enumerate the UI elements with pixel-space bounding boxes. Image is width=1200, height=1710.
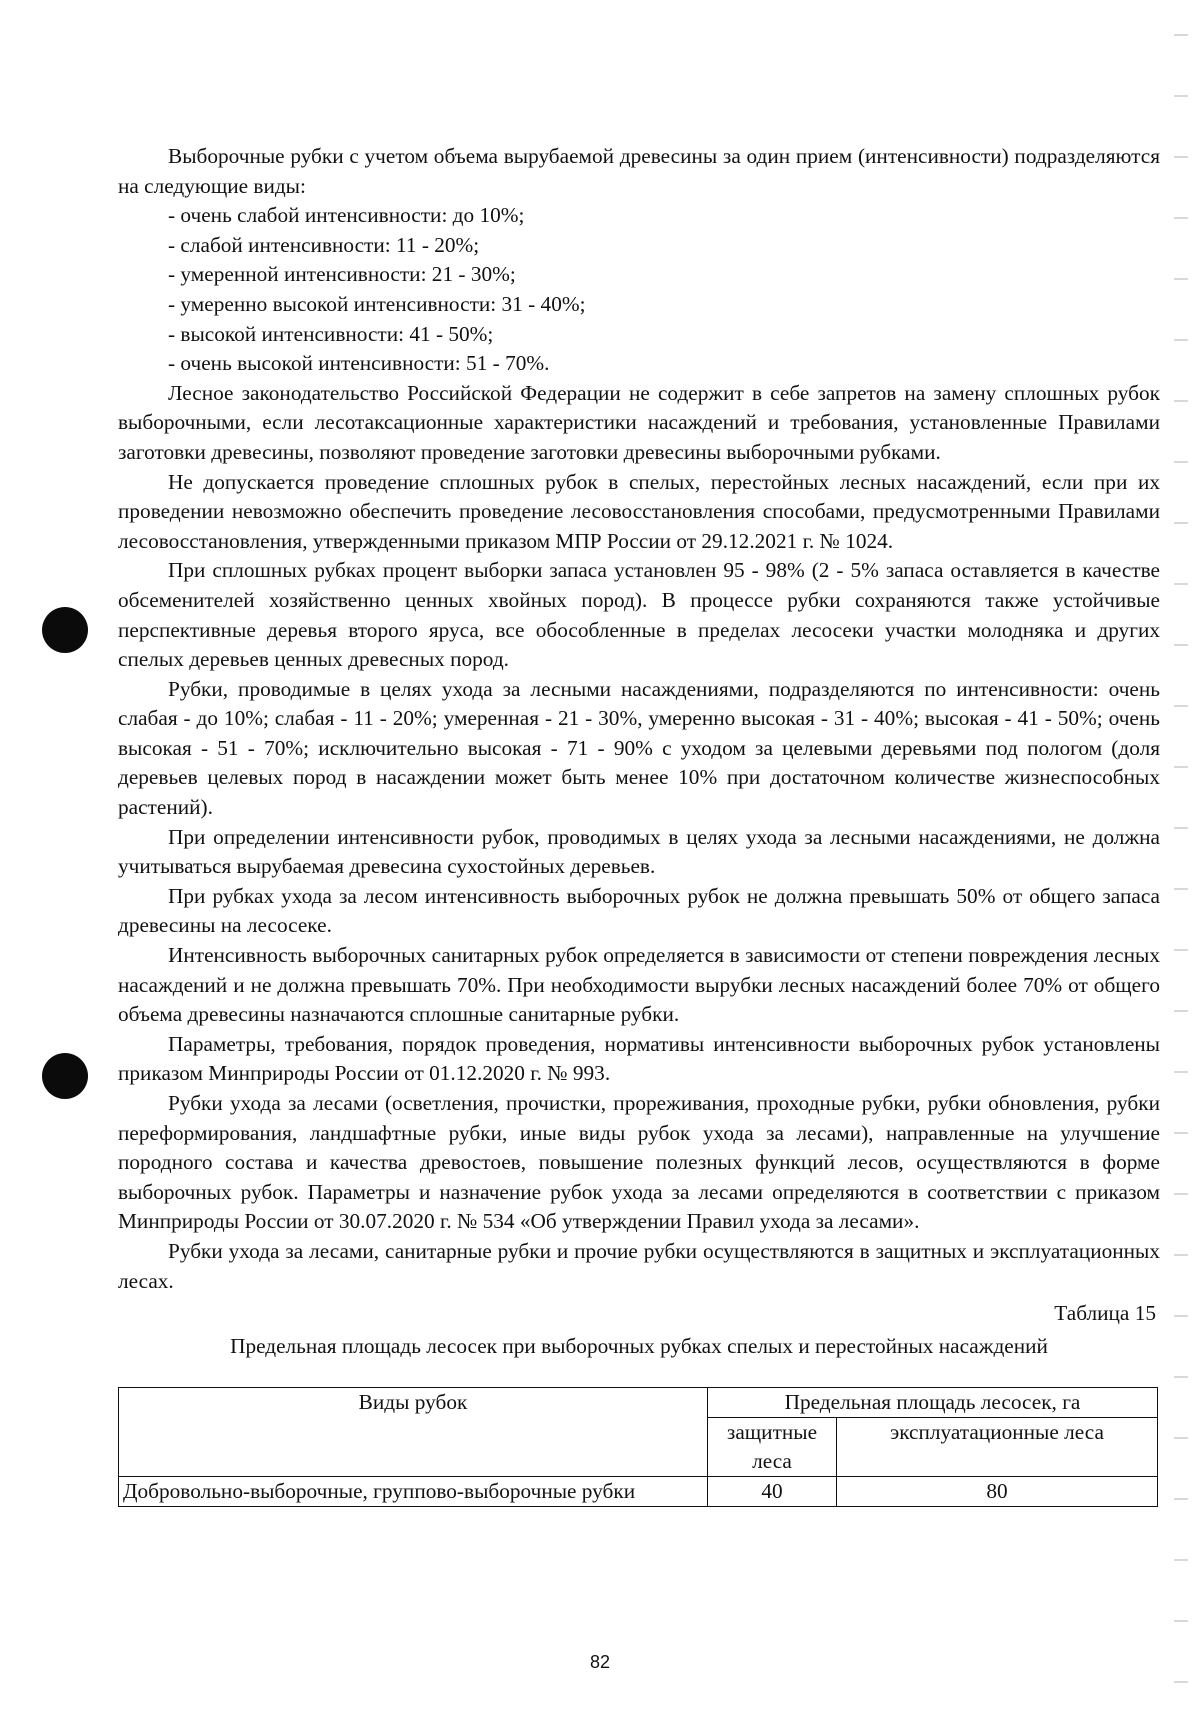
paragraph: Не допускается проведение сплошных рубок в спелых, перестойных лесных насаждений, если при их проведении невозможно обеспечить проведение лесовосстановления способами, предусмотренными Правилами лесовосстановления, утвержденными приказом МПР России от 29.12.2021 г. № 1024.: [118, 469, 1160, 553]
table-header-row: [119, 1388, 1158, 1418]
header-area: Предельная площадь лесосек, га: [708, 1388, 1158, 1418]
table-number: Таблица 15: [1054, 1301, 1156, 1326]
cutting-area-table: [118, 1387, 1158, 1507]
paragraph: Лесное законодательство Российской Федерации не содержит в себе запретов на замену сплошных рубок выборочными, если лесотаксационные характеристики насаждений и требования, установленные Правилами заготовки древесины, позволяют проведение заготовки древесины выборочными рубками.: [118, 380, 1160, 464]
paragraph: Рубки ухода за лесами (осветления, прочистки, прореживания, проходные рубки, рубки обновления, рубки переформирования, ландшафтные рубки, иные виды рубок ухода за лесами), направленные на улучшение породного состава и качества древостоев, повышение полезных функций лесов, осуществляются в форме выборочных рубок. Параметры и назначение рубок ухода за лесами определяются в соответствии с приказом Минприроды России от 30.07.2020 г. № 534 «Об утверждении Правил ухода за лесами».: [118, 1091, 1160, 1234]
table-title: Предельная площадь лесосек при выборочных рубках спелых и перестойных насаждений: [230, 1334, 1048, 1359]
paragraph: При определении интенсивности рубок, проводимых в целях ухода за лесными насаждениями, не должна учитываться вырубаемая древесина сухостойных деревьев.: [118, 824, 1160, 879]
paragraph: Рубки ухода за лесами, санитарные рубки и прочие рубки осуществляются в защитных и эксплуатационных лесах.: [118, 1238, 1160, 1293]
cell-kind: Добровольно-выборочные, группово-выборочные рубки: [119, 1477, 708, 1507]
punch-hole-mark: [42, 607, 88, 653]
paragraph: При рубках ухода за лесом интенсивность выборочных рубок не должна превышать 50% от общего запаса древесины на лесосеке.: [118, 883, 1160, 938]
paragraph-intro: Выборочные рубки с учетом объема вырубаемой древесины за один прием (интенсивности) подразделяются на следующие виды:: [118, 144, 1160, 198]
list-item: - умеренной интенсивности: 21 - 30%;: [168, 262, 516, 287]
list-item: - очень высокой интенсивности: 51 - 70%.: [168, 351, 550, 376]
list-item: - высокой интенсивности: 41 - 50%;: [168, 321, 494, 346]
list-item: - слабой интенсивности: 11 - 20%;: [168, 232, 480, 257]
header-protective: защитные леса: [708, 1418, 837, 1477]
list-item: - умеренно высокой интенсивности: 31 - 40%;: [168, 291, 586, 316]
cell-protective: 40: [708, 1477, 837, 1507]
header-kind: Виды рубок: [119, 1388, 708, 1477]
list-item: - очень слабой интенсивности: до 10%;: [168, 203, 525, 228]
paragraph: Параметры, требования, порядок проведения, нормативы интенсивности выборочных рубок установлены приказом Минприроды России от 01.12.2020 г. № 993.: [118, 1031, 1160, 1086]
document-body: [118, 142, 1160, 1507]
page-number: 82: [589, 1652, 611, 1672]
scan-edge-artifact: [1174, 0, 1188, 1710]
cell-exploitation: 80: [837, 1477, 1158, 1507]
intensity-list: [118, 201, 1160, 379]
table-row: [119, 1477, 1158, 1507]
punch-hole-mark: [42, 1053, 88, 1099]
header-exploitation: эксплуатационные леса: [837, 1418, 1158, 1477]
paragraph: Рубки, проводимые в целях ухода за лесными насаждениями, подразделяются по интенсивности: очень слабая - до 10%; слабая - 11 - 20%; умеренная - 21 - 30%, умеренно высокая - 31 - 40%; высокая - 41 - 50%; очень высокая - 51 - 70%; исключительно высокая - 71 - 90% с уходом за целевыми деревьями под пологом (доля деревьев целевых пород в насаждении может быть менее 10% при достаточном количестве жизнеспособных растений).: [118, 676, 1160, 820]
paragraph: При сплошных рубках процент выборки запаса установлен 95 - 98% (2 - 5% запаса оставляется в качестве обсеменителей хозяйственно ценных хвойных пород). В процессе рубки сохраняются также устойчивые перспективные деревья второго яруса, все обособленные в пределах лесосеки участки молодняка и других спелых деревьев ценных древесных пород.: [118, 558, 1160, 672]
paragraph: Интенсивность выборочных санитарных рубок определяется в зависимости от степени повреждения лесных насаждений и не должна превышать 70%. При необходимости вырубки лесных насаждений более 70% от общего объема древесины назначаются сплошные санитарные рубки.: [118, 943, 1160, 1027]
